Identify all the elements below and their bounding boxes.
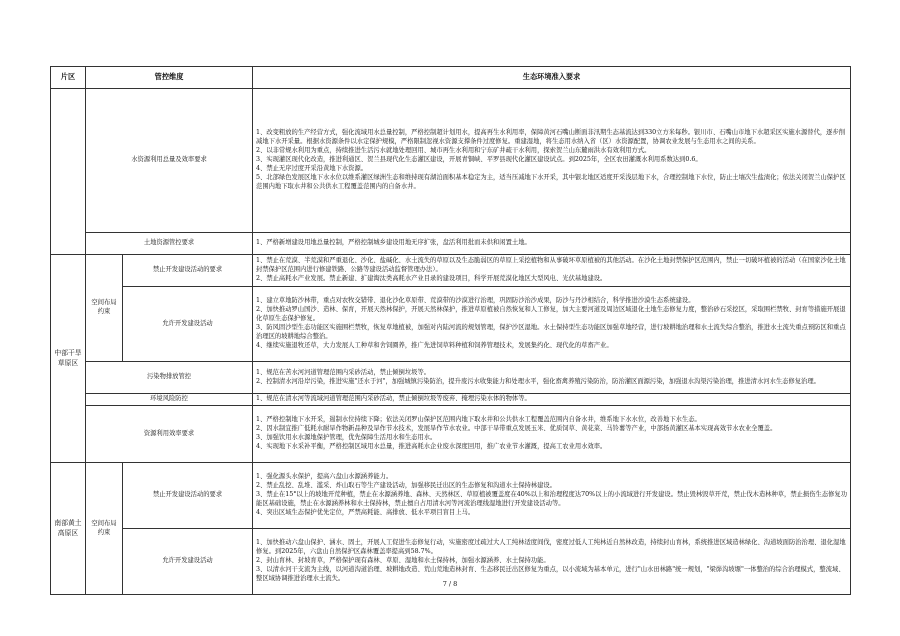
- header-region: 片区: [51, 67, 86, 89]
- requirement-cell: 1、禁止在荒漠、半荒漠和严重退化、沙化、盐碱化、水土流失的草原以及生态脆弱区的草原上采挖植物和从事破坏草原植被的其他活动。在沙化土地封禁保护区范围内，禁止一切破坏植被的活动（在国家沙化土地封禁保护区范围内进行修建铁路、公路等建设活动监督管理办法）。 2、禁止高耗水产业发展。禁止新建、扩建淘汰类高耗水产业目录的建设项目，科学开展荒漠化地区大型风电、光伏基地建设。: [253, 255, 851, 287]
- dimension-cell: 资源利用效率要求: [86, 406, 253, 463]
- requirement-cell: 1、规范在清水河等流域河道管理范围内采砂活动，禁止倾倒垃圾等废弃、掩埋污染水体的物体等。: [253, 394, 851, 406]
- table-row: [51, 89, 851, 233]
- requirement-cell: 1、加快推动六盘山保护、涵水、固土，开展人工促进生态修复行动，实施密度过疏过大人工纯林适度间伐，密度过低人工纯林近自然林改造，持续封山育林，系统推进区域造林绿化、沟道坡面防治治理、退化湿地修复。到2025年，六盘山自然保护区森林覆盖率提高到58.7%。 2、封山育林、封坡育草，严格保护现有森林、草原、湿地和水土保持林，加强水源涵养、水土保持功能。 3、以清水河干支流为主线，以河道沟道治理、坡耕地改造、荒山荒地造林封育、生态移民迁出区修复为重点，以小流域为基本单元，进行"山水田林路"统一规划，"梁峁沟坡塬"一体整治的综合治理模式，整流域、整区域协调推进治理水土流失。: [253, 529, 851, 595]
- table-row: [51, 233, 851, 255]
- page-number: 7 / 8: [442, 580, 458, 588]
- subcategory-cell: 空间布局约束: [86, 463, 123, 595]
- table-row: [51, 394, 851, 406]
- requirement-cell: 1、严格控制地下水开采，遏制水位持续下降；依法关闭罗山保护区范围内地下取水井和公共供水工程覆盖范围内自备水井，维系地下水水位，改善地下水生态。 2、因水制宜推广低耗水耐旱作物新品种及旱作节水技术，发展旱作节水农业。中部干旱带重点发展玉米、优质饲草、黄花菜、马铃薯等产业，中部扬黄灌区基本实现高效节水农业全覆盖。 3、加强饮用水水源地保护管理，优先保障生活用水和生态用水。 4、实现地下水采补平衡，严格控制区域用水总量，推进高耗水企业废水深度回用，推广农业节水灌溉，提高工农业用水效率。: [253, 406, 851, 463]
- region-name: 南部黄土高原区: [51, 463, 86, 595]
- requirement-cell: 1、强化源头水保护，提高六盘山水源涵养能力。 2、禁止乱挖、乱堆、滥采、炸山取石等生产建设活动，加强移民迁出区的生态修复和沟道水土保持林建设。 3、禁止在15°以上的坡地开荒种植，禁止在水源涵养地、森林、天然林区、草原植被覆盖度在40%以上和治理程度达70%以上的小流域进行开发建设。禁止毁林毁草开荒，禁止伐木造林种草，禁止损伤生态修复功能区基础设施，禁止在水源涵养林和水土保持林，禁止擅自占用清水河等河流治理线湿地进行开发建设活动等。 4、突出区域生态保护优先定位，严禁高耗能、高排放、低水平项目盲目上马。: [253, 463, 851, 529]
- region-cell: [51, 89, 86, 255]
- dimension-cell: 污染物排放管控: [86, 362, 253, 394]
- header-dimension: 管控维度: [86, 67, 253, 89]
- table-row: [51, 255, 851, 287]
- requirement-cell: 1、规范在苦水河河道管理范围内采砂活动，禁止倾倒垃圾等。 2、控制清水河沿岸污染，推进实施"还水于河"，加强城镇污染防治，提升废污水收集能力和处理水平，强化畜禽养殖污染防治，防治灌区面源污染，加强退水沟渠污染治理，推进清水河水生态修复治理。: [253, 362, 851, 394]
- requirement-cell: 1、建立草地防沙林带，重点对农牧交错带、退化沙化草原带、荒漠带的沙漠进行治理，巩固防沙治沙成果，防沙与丹沙相结合，科学推进沙漠生态系统建设。 2、加快推动罗山国沙、造林、保育，开展天然林保护，开展天然林保护，推进草原植被自然恢复和人工修复，加大主要河道及周边区域退化土地生态修复力度，整治砂石采挖区，采取围栏禁牧、封育等措施开展退化草原生态保护修复。 3、防风固沙型生态功能区实施围栏禁牧，恢复草地植被，加强对内陆河流的规划管理，保护沙区湿地。水土保持型生态功能区加强草地经营，进行坡耕地治理和水土流失综合整治，推进水土流失重点预防区和重点治理区的坡耕地综合整治。 4、继续实施退牧还草，大力发展人工种草和舍饲圈养，推广先进饲草料种植和饲养管理技术，发展集约化、现代化的草畜产业。: [253, 287, 851, 362]
- subcategory-cell: 空间布局约束: [86, 255, 123, 362]
- dimension-cell: 允许开发建设活动: [123, 287, 253, 362]
- table-row: [51, 463, 851, 529]
- dimension-cell: 禁止开发建设活动的要求: [123, 463, 253, 529]
- table-row: [51, 406, 851, 463]
- requirement-cell: 1、严格新增建设用地总量控制，严格控制城乡建设用地无序扩张，盘活利用批而未供和闲置土地。: [253, 233, 851, 255]
- requirement-cell: 1、改变粗放的生产经营方式，强化流域用水总量控制，严格控制超计划用水，提高再生水利用率，保障黄河石嘴山断面非汛期生态基流达到330立方米每秒。银川市、石嘴山市地下水超采区实施水源替代，逐步削减地下水开采量。根据水资源条件以水定保护规模，严格限制忽视水资源支撑条件过度修复。重建湿地，将生态用水纳入省（区）水资源配置，协调农业发展与生态用水之间的关系。 2、以非常规水利用为重点，持续推进生活污水就地处理回用、城市再生水利用和宁东矿井疏干水利用，探索贺兰山东麓雨洪水有效利用方式。 3、实现灌区现代化改造，推进利通区、贺兰县现代化生态灌区建设，开展青铜峡、平罗县现代化灌区建设试点。到2025年，全区农田灌溉水利用系数达到0.6。 4、禁止无序过度开采沿黄地下水资源。 5、北部绿色发展区地下水水位以维系灌区绿洲生态和维持现有湖泊面积基本稳定为主，适当压减地下水开采，其中银北地区适度开采浅层地下水，合理控制地下水位，防止土壤次生盐渍化；依法关闭贺兰山保护区范围内地下取水井和公共供水工程覆盖范围内的自备水井。: [253, 89, 851, 233]
- region-name: 中部干旱草原区: [51, 255, 86, 463]
- table-row: [51, 287, 851, 362]
- dimension-cell: 环境风险防控: [86, 394, 253, 406]
- dimension-cell: 土地资源管控要求: [86, 233, 253, 255]
- requirements-table: [50, 66, 851, 595]
- header-requirements: 生态环境准入要求: [253, 67, 851, 89]
- dimension-cell: 水资源利用总量及效率要求: [86, 89, 253, 233]
- header-row: [51, 67, 851, 89]
- dimension-cell: 允许开发建设活动: [123, 529, 253, 595]
- table-row: [51, 362, 851, 394]
- dimension-cell: 禁止开发建设活动的要求: [123, 255, 253, 287]
